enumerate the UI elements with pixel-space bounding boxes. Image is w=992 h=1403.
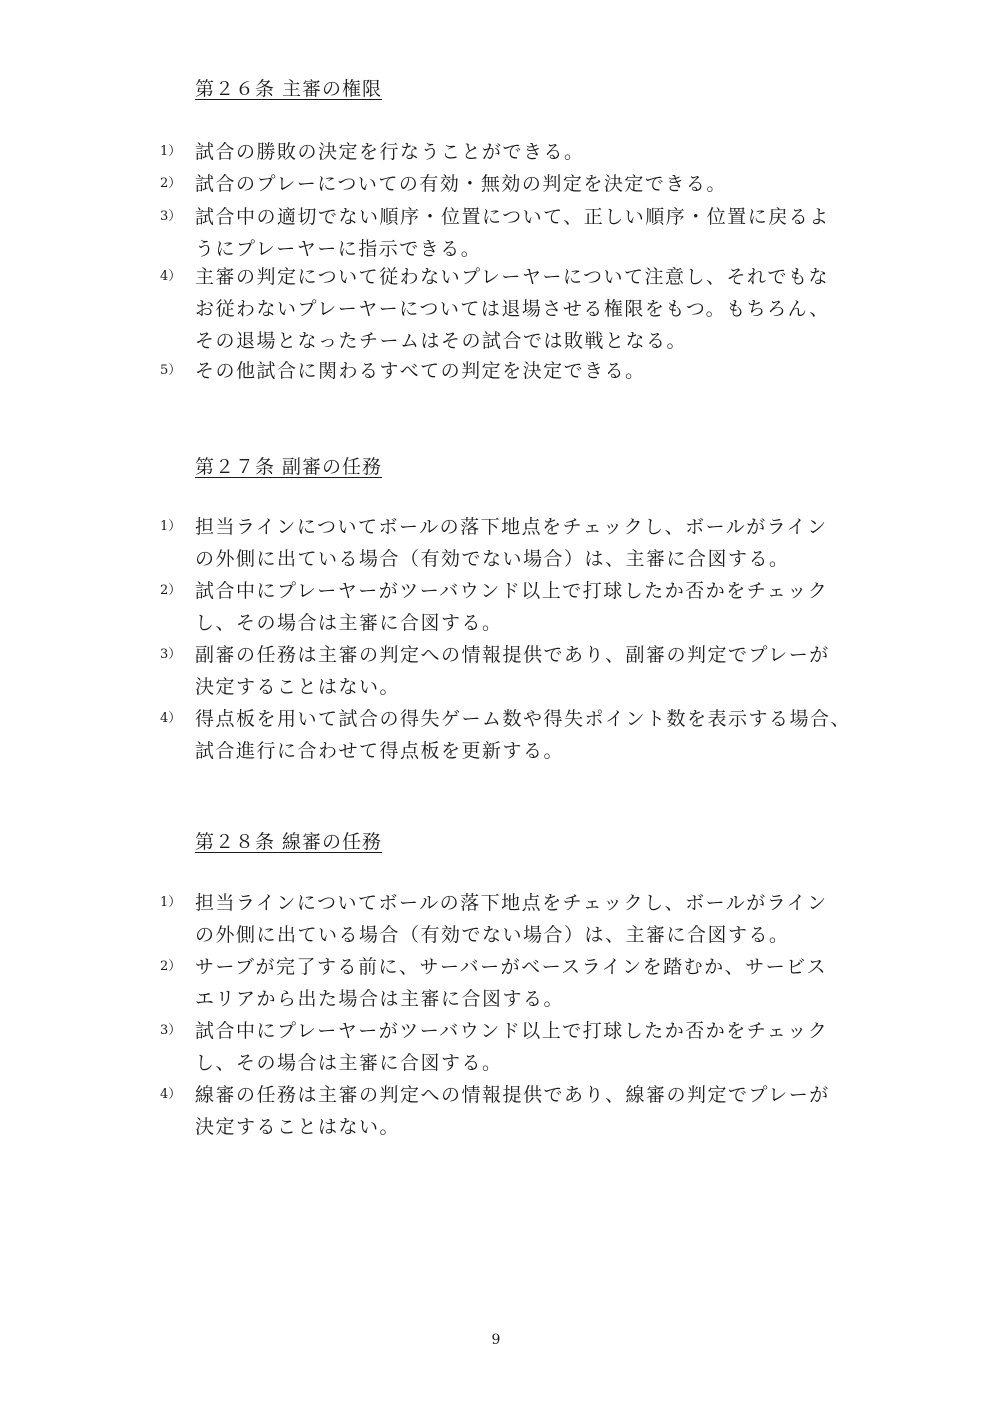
- item-text: 試合の勝敗の決定を行なうことができる。: [195, 141, 585, 163]
- item-text: 決定することはない。: [195, 676, 401, 698]
- section-heading: 第２８条 線審の任務: [195, 831, 383, 853]
- item-text: うにプレーヤーに指示できる。: [195, 238, 482, 260]
- item-number: 4）: [160, 711, 182, 726]
- item-number: 4）: [160, 1087, 182, 1102]
- item-number: 3）: [160, 647, 182, 662]
- item-text: 主審の判定について従わないプレーヤーについて注意し、それでもな: [195, 266, 829, 288]
- item-text: 試合中にプレーヤーがツーバウンド以上で打球したか否かをチェック: [195, 1020, 829, 1042]
- item-text: の外側に出ている場合（有効でない場合）は、主審に合図する。: [195, 548, 790, 570]
- item-text: その退場となったチームはその試合では敗戦となる。: [195, 330, 688, 352]
- section-heading: 第２６条 主審の権限: [195, 78, 383, 100]
- item-text: 試合のプレーについての有効・無効の判定を決定できる。: [195, 173, 727, 195]
- item-text: し、その場合は主審に合図する。: [195, 612, 503, 634]
- item-text: 副審の任務は主審の判定への情報提供であり、副審の判定でプレーが: [195, 644, 830, 666]
- item-text: し、その場合は主審に合図する。: [195, 1052, 503, 1074]
- item-number: 1）: [160, 895, 182, 910]
- page-number: 9: [491, 1332, 501, 1348]
- item-text: その他試合に関わるすべての判定を決定できる。: [195, 360, 646, 382]
- item-text: エリアから出た場合は主審に合図する。: [195, 988, 565, 1010]
- item-number: 4）: [160, 269, 182, 284]
- item-text: 得点板を用いて試合の得失ゲーム数や得失ポイント数を表示する場合、: [195, 708, 852, 730]
- item-number: 1）: [160, 519, 182, 534]
- item-text: 担当ラインについてボールの落下地点をチェックし、ボールがライン: [195, 516, 828, 538]
- item-text: 線審の任務は主審の判定への情報提供であり、線審の判定でプレーが: [195, 1084, 830, 1106]
- item-number: 2）: [160, 176, 182, 191]
- item-number: 3）: [160, 209, 182, 224]
- item-text: お従わないプレーヤーについては退場させる権限をもつ。もちろん、: [195, 298, 830, 320]
- item-text: 試合中の適切でない順序・位置について、正しい順序・位置に戻るよ: [195, 206, 830, 228]
- item-number: 3）: [160, 1023, 182, 1038]
- item-number: 1）: [160, 144, 182, 159]
- item-text: の外側に出ている場合（有効でない場合）は、主審に合図する。: [195, 924, 790, 946]
- item-text: 試合進行に合わせて得点板を更新する。: [195, 740, 565, 762]
- item-number: 5）: [160, 363, 182, 378]
- item-text: 試合中にプレーヤーがツーバウンド以上で打球したか否かをチェック: [195, 580, 829, 602]
- item-number: 2）: [160, 583, 182, 598]
- item-text: 決定することはない。: [195, 1116, 401, 1138]
- section-heading: 第２７条 副審の任務: [195, 456, 383, 478]
- item-text: 担当ラインについてボールの落下地点をチェックし、ボールがライン: [195, 892, 828, 914]
- item-text: サーブが完了する前に、サーバーがベースラインを踏むか、サービス: [195, 956, 828, 978]
- item-number: 2）: [160, 959, 182, 974]
